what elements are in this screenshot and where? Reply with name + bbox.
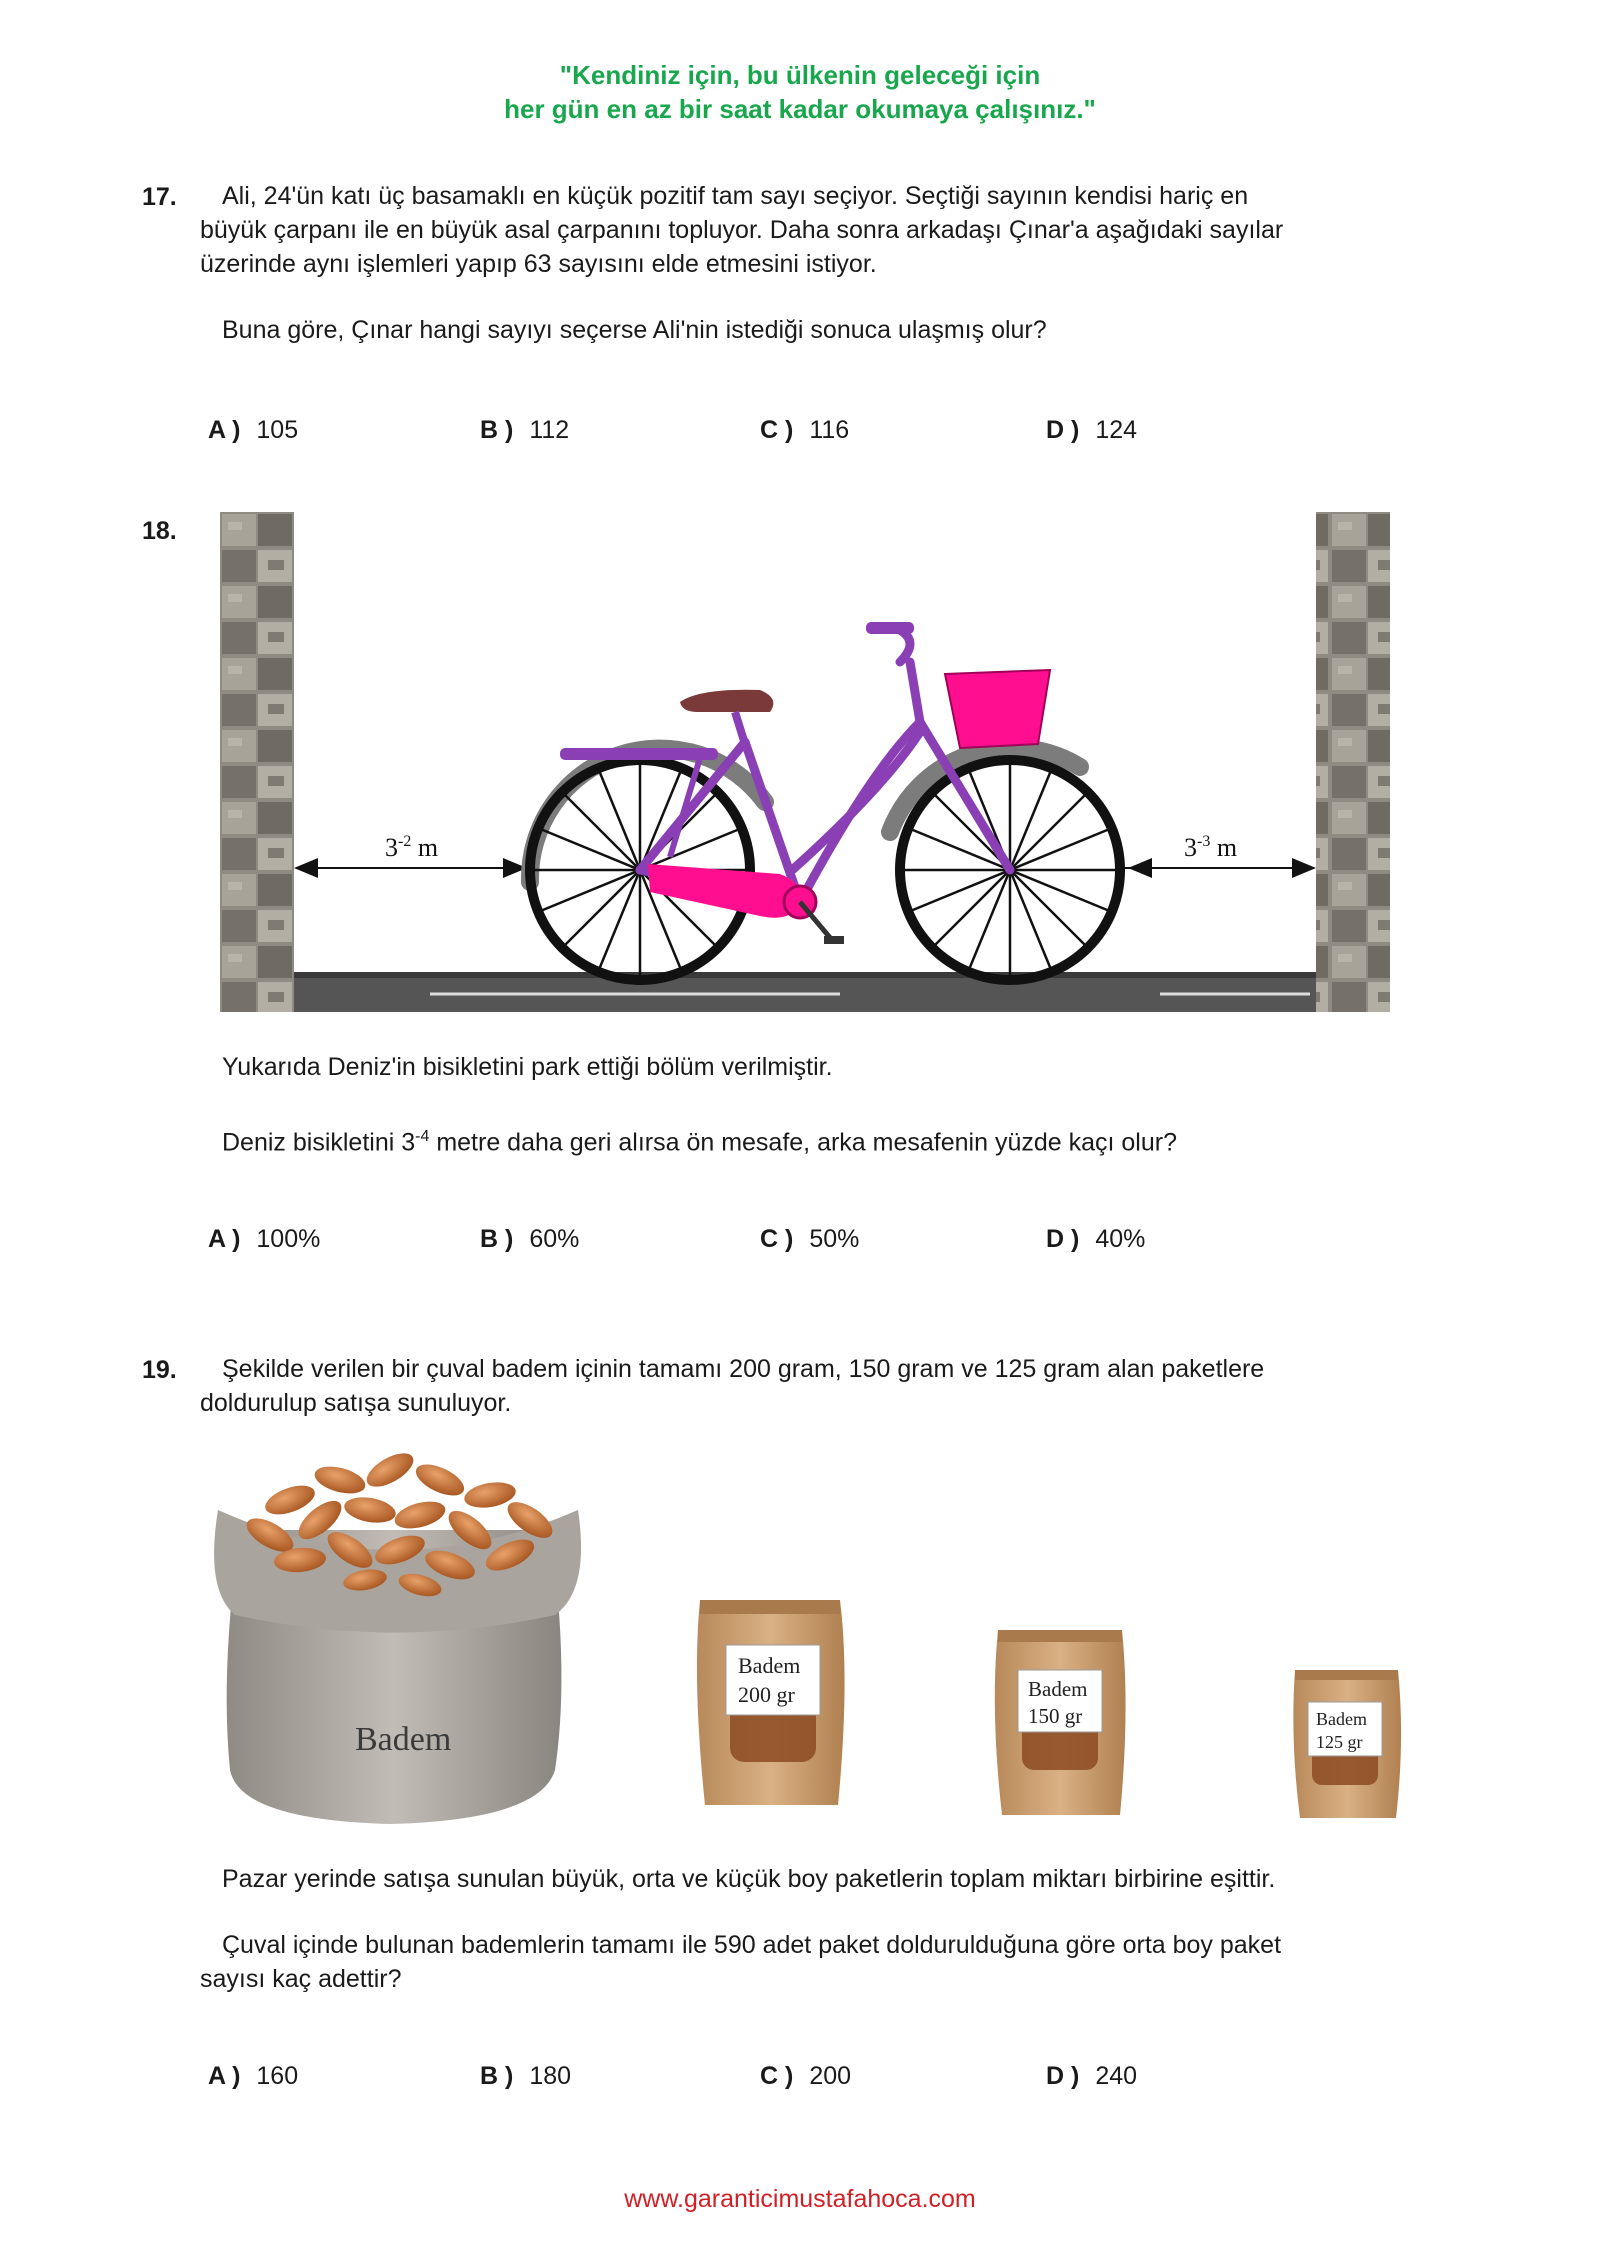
svg-text:Badem: Badem bbox=[1028, 1677, 1088, 1701]
svg-text:150 gr: 150 gr bbox=[1028, 1704, 1083, 1728]
question-18-number: 18. bbox=[142, 517, 177, 545]
q18-option-b[interactable]: B ) 60% bbox=[480, 1225, 580, 1253]
packet-150g bbox=[995, 1630, 1126, 1815]
sack-label: Badem bbox=[355, 1721, 452, 1758]
front-distance-label: $3^{-3}$ m bbox=[1184, 833, 1238, 862]
question-17-line-1: Ali, 24'ün katı üç basamaklı en küçük pozitif tam sayı seçiyor. Seçtiği sayının kendisi hariç en bbox=[222, 182, 1249, 210]
question-19-prompt-line-2: sayısı kaç adettir? bbox=[200, 1965, 402, 1993]
footer-website[interactable]: www.garanticimustafahoca.com bbox=[624, 2185, 976, 2213]
svg-text:Badem: Badem bbox=[738, 1653, 801, 1678]
svg-text:Badem: Badem bbox=[1316, 1709, 1367, 1729]
bike-basket bbox=[945, 670, 1050, 748]
question-17-number: 17. bbox=[142, 183, 177, 211]
question-19-prompt-line-1: Çuval içinde bulunan bademlerin tamamı ile 590 adet paket doldurulduğuna göre orta boy paket bbox=[222, 1931, 1282, 1959]
right-stone-wall bbox=[1316, 512, 1390, 1012]
q17-option-a[interactable]: A ) 105 bbox=[208, 416, 299, 444]
motto-line-1: "Kendiniz için, bu ülkenin geleceği için bbox=[559, 60, 1041, 90]
question-19-number: 19. bbox=[142, 1356, 177, 1384]
question-18-description: Yukarıda Deniz'in bisikletini park ettiği bölüm verilmiştir. bbox=[222, 1053, 833, 1081]
chain-guard bbox=[648, 864, 801, 918]
motto-line-2: her gün en az bir saat kadar okumaya çalışınız." bbox=[504, 94, 1096, 124]
question-19-line-2: doldurulup satışa sunuluyor. bbox=[200, 1389, 512, 1417]
q19-option-d[interactable]: D ) 240 bbox=[1046, 2062, 1138, 2090]
question-19-info: Pazar yerinde satışa sunulan büyük, orta ve küçük boy paketlerin toplam miktarı birbirine eşittir. bbox=[222, 1865, 1276, 1893]
q19-option-b[interactable]: B ) 180 bbox=[480, 2062, 572, 2090]
packet-125g bbox=[1293, 1670, 1401, 1818]
question-19-line-1: Şekilde verilen bir çuval badem içinin tamamı 200 gram, 150 gram ve 125 gram alan paketlere bbox=[222, 1355, 1265, 1383]
left-stone-wall bbox=[220, 512, 294, 1012]
q18-option-c[interactable]: C ) 50% bbox=[760, 1225, 860, 1253]
svg-text:125 gr: 125 gr bbox=[1316, 1732, 1363, 1752]
question-17-line-3: üzerinde aynı işlemleri yapıp 63 sayısını elde etmesini istiyor. bbox=[200, 250, 877, 278]
almond-sack bbox=[214, 1447, 581, 1824]
packet-200g bbox=[697, 1600, 845, 1805]
question-17-line-2: büyük çarpanı ile en büyük asal çarpanını topluyor. Daha sonra arkadaşı Çınar'a aşağıdaki sayılar bbox=[200, 216, 1284, 244]
q18-option-a[interactable]: A ) 100% bbox=[208, 1225, 321, 1253]
q17-option-b[interactable]: B ) 112 bbox=[480, 416, 570, 444]
almond-figure bbox=[210, 1440, 1410, 1840]
q17-option-d[interactable]: D ) 124 bbox=[1046, 416, 1138, 444]
q19-option-a[interactable]: A ) 160 bbox=[208, 2062, 299, 2090]
question-18-prompt: Deniz bisikletini $3^{-4}$ metre daha geri alırsa ön mesafe, arka mesafenin yüzde kaçı olur? bbox=[222, 1128, 1177, 1157]
q18-option-d[interactable]: D ) 40% bbox=[1046, 1225, 1146, 1253]
q19-option-c[interactable]: C ) 200 bbox=[760, 2062, 852, 2090]
bicycle bbox=[530, 622, 1120, 980]
svg-text:200 gr: 200 gr bbox=[738, 1682, 795, 1707]
question-17-prompt: Buna göre, Çınar hangi sayıyı seçerse Ali'nin istediği sonuca ulaşmış olur? bbox=[222, 316, 1047, 344]
bicycle-parking-figure bbox=[220, 512, 1392, 1014]
rear-distance-label: $3^{-2}$ m bbox=[385, 833, 439, 862]
q17-option-c[interactable]: C ) 116 bbox=[760, 416, 850, 444]
